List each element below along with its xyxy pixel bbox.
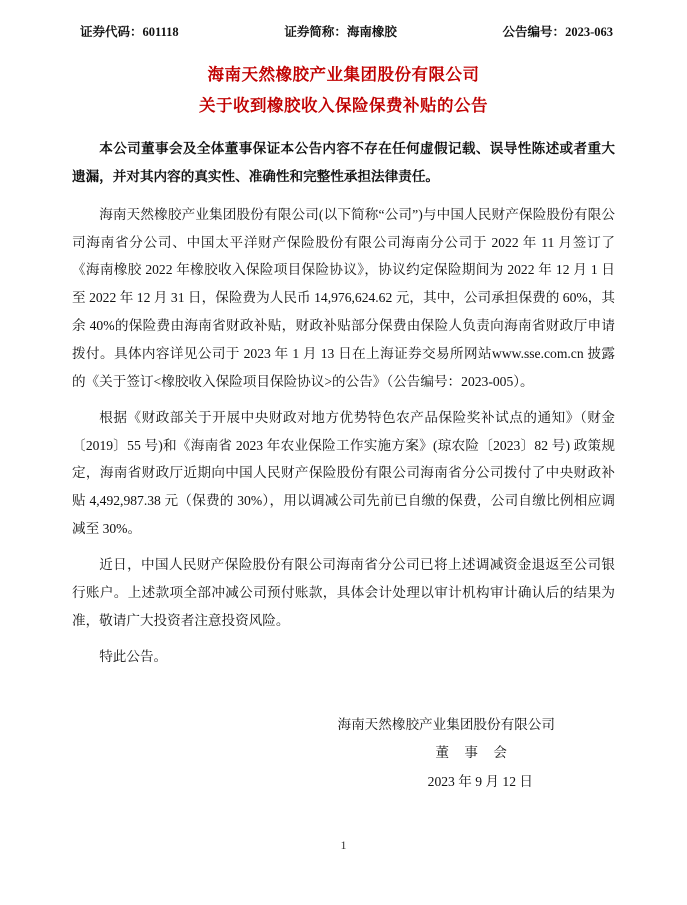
- paragraph-1: 海南天然橡胶产业集团股份有限公司(以下简称“公司”)与中国人民财产保险股份有限公司海南省分公司、中国太平洋财产保险股份有限公司海南分公司于 2022 年 11 月签订了《海南橡胶 2022 年橡胶收入保险项目保险协议》，协议约定保险期间为 2022 年 12 月 1 日至 2022 年 12 月 31 日，保险费为人民币 14,976,624.62 元，其中，公司承担保费的 60%，其余 40%的保险费由海南省财政补贴，财政补贴部分保费由保险人负责向海南省财政厅申请拨付。具体内容详见公司于 2023 年 1 月 13 日在上海证券交易所网站www.sse.com.cn 披露的《关于签订<橡胶收入保险项目保险协议>的公告》（公告编号：2023-005）。: [72, 206, 615, 389]
- notice-number-value: 2023-063: [565, 25, 613, 39]
- page-title: [72, 60, 615, 121]
- security-code-value: 601118: [142, 25, 179, 39]
- paragraph-3: 近日，中国人民财产保险股份有限公司海南省分公司已将上述调减资金退返至公司银行账户。上述款项全部冲减公司预付账款，具体会计处理以审计机构审计确认后的结果为准，敬请广大投资者注意投资风险。: [72, 557, 615, 628]
- paragraph-2: 根据《财政部关于开展中央财政对地方优势特色农产品保险奖补试点的通知》（财金〔2019〕55 号)和《海南省 2023 年农业保险工作实施方案》(琼农险〔2023〕82 号) 政策规定，海南省财政厅近期向中国人民财产保险股份有限公司海南省分公司拨付了中央财政补贴 4,492,987.38 元（保费的 30%），用以调减公司先前已自缴的保费，公司自缴比例相应调减至 30%。: [72, 409, 615, 537]
- title-line-subject: 关于收到橡胶收入保险保费补贴的公告: [199, 95, 488, 115]
- disclaimer-paragraph: 本公司董事会及全体董事保证本公告内容不存在任何虚假记载、误导性陈述或者重大遗漏，并对其内容的真实性、准确性和完整性承担法律责任。: [72, 141, 615, 184]
- page-number: 1: [340, 838, 347, 852]
- title-line-company: 海南天然橡胶产业集团股份有限公司: [207, 65, 480, 84]
- security-abbreviation: [284, 22, 397, 40]
- document-body: [72, 135, 615, 670]
- signature-board: 董 事 会: [435, 745, 513, 761]
- notice-number: [503, 22, 613, 40]
- signature-company: 海南天然橡胶产业集团股份有限公司: [337, 716, 555, 732]
- security-code: [80, 22, 179, 40]
- security-abbreviation-value: 海南橡胶: [346, 25, 397, 39]
- signature-date: 2023 年 9 月 12 日: [427, 773, 533, 789]
- notice-number-label: 公告编号：: [502, 25, 566, 39]
- security-abbreviation-label: 证券简称：: [284, 25, 347, 39]
- document-header: [72, 18, 615, 40]
- signature-block: [72, 711, 615, 797]
- paragraph-4: 特此公告。: [99, 648, 168, 664]
- security-code-label: 证券代码：: [80, 25, 143, 39]
